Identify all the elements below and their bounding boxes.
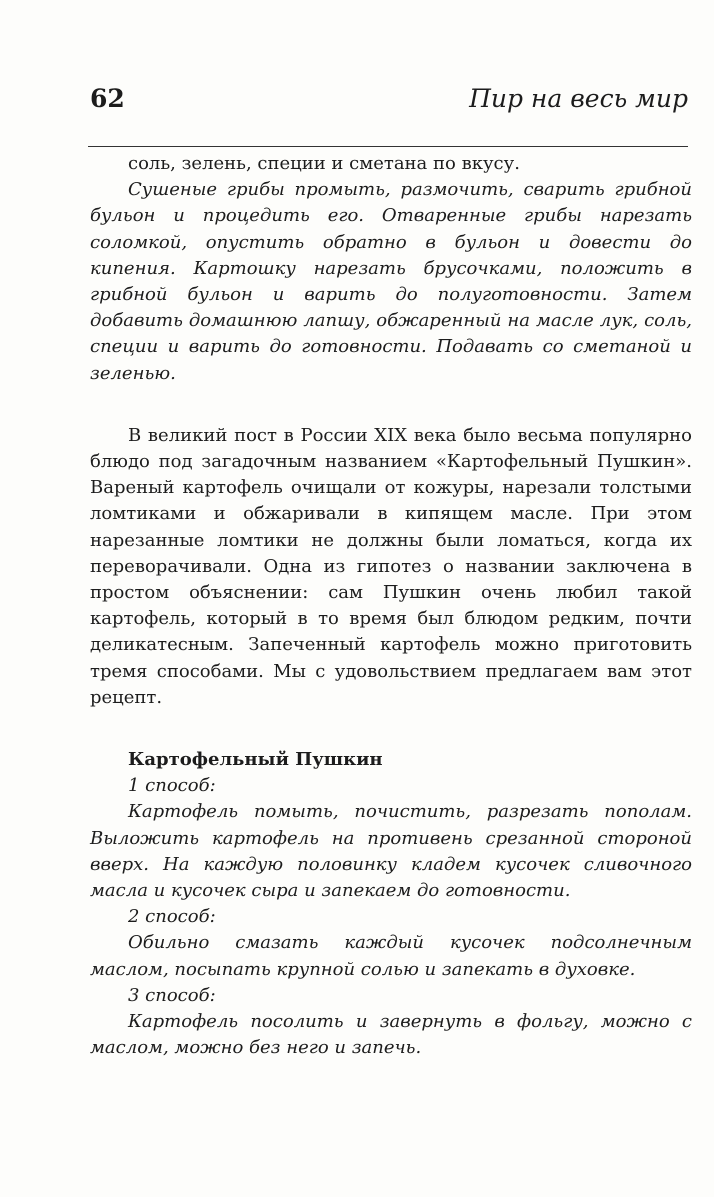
header-rule [88,146,688,147]
page-content [90,151,692,1062]
book-title: Пир на весь мир [469,84,688,113]
recipe-title: Картофельный Пушкин [128,749,383,771]
method-2-label: 2 способ: [128,906,216,928]
page-header [90,82,688,122]
method-2-text: Обильно смазать каждый кусочек подсолнечным маслом, посыпать крупной солью и запекать в духовке. [90,932,692,980]
method-1-text: Картофель помыть, почистить, разрезать пополам. Выложить картофель на противень срезанной стороной вверх. На каждую половинку кладем кусочек сливочного масла и кусочек сыра и запекаем до готовности. [90,801,692,902]
page-number: 62 [90,84,125,113]
ingredients-continuation: соль, зелень, специи и сметана по вкусу. [128,153,520,174]
story-paragraph: В великий пост в России XIX века было весьма популярно блюдо под загадочным названием «Картофельный Пушкин». Вареный картофель очищали от кожуры, нарезали толстыми ломтиками и обжаривали в кипящем масле. При этом нарезанные ломтики не должны были ломаться, когда их переворачивали. Одна из гипотез о названии заключена в простом объяснении: сам Пушкин очень любил такой картофель, который в то время был блюдом редким, почти деликатесным. Запеченный картофель можно приготовить тремя способами. Мы с удовольствием предлагаем вам этот рецепт. [90,424,692,708]
soup-instructions: Сушеные грибы промыть, размочить, сварить грибной бульон и процедить его. Отваренные грибы нарезать соломкой, опустить обратно в бульон и довести до кипения. Картошку нарезать брусочками, положить в грибной бульон и варить до полуготовности. Затем добавить домашнюю лапшу, обжаренный на масле лук, соль, специи и варить до готовности. Подавать со сметаной и зеленью. [90,179,692,384]
method-3-label: 3 способ: [128,984,216,1006]
method-3-text: Картофель посолить и завернуть в фольгу, можно с маслом, можно без него и запечь. [90,1011,692,1059]
method-1-label: 1 способ: [128,775,216,797]
